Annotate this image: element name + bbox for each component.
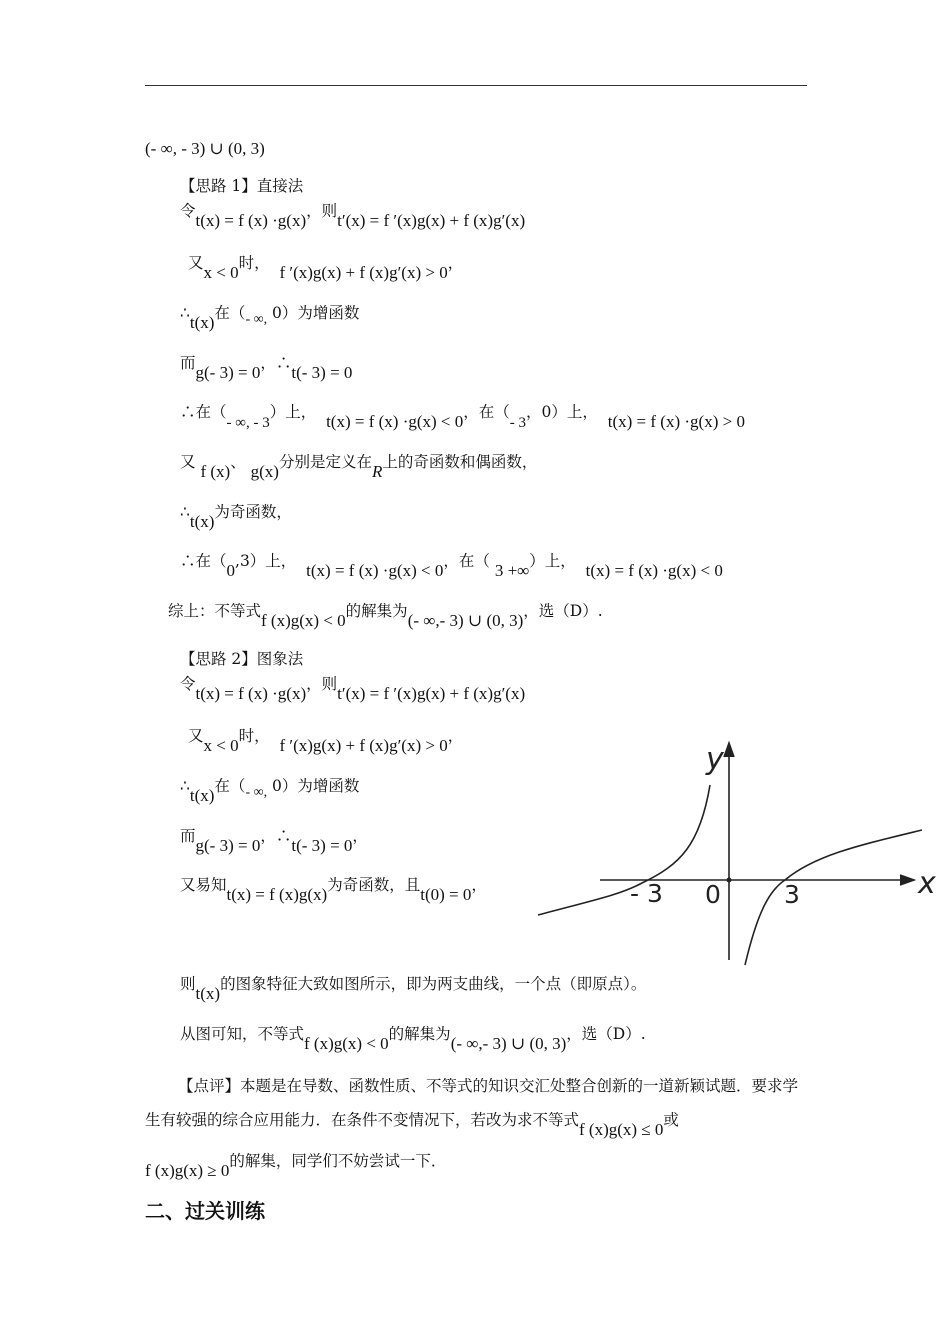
formula: - 3: [509, 415, 527, 431]
formula: t(x) = f (x) ·g(x) > 0: [607, 412, 745, 431]
solution-set: (- ∞, - 3) ∪ (0, 3): [145, 139, 265, 158]
formula: - ∞,: [245, 312, 268, 327]
idea1-line8: [180, 550, 723, 580]
text: 则: [180, 975, 196, 993]
text: ，则: [306, 202, 338, 220]
text: 分别是定义在: [278, 453, 372, 471]
right-branch-curve: [745, 830, 922, 965]
formula: x < 0: [203, 736, 239, 755]
text: 上的奇函数和偶函数，: [382, 453, 538, 471]
idea2-line3: [180, 775, 360, 805]
text: ，: [352, 827, 368, 845]
text: ，∴: [260, 827, 292, 845]
text: 的解集，同学们不妨尝试一下．: [229, 1152, 447, 1170]
text: 令: [180, 675, 196, 693]
text: ）上，: [269, 403, 317, 421]
idea1-line2: [188, 252, 464, 282]
text: ,3）上，: [235, 552, 297, 570]
header-rule: [145, 85, 807, 86]
idea1-line3: [180, 302, 360, 332]
text: 在（: [214, 304, 246, 322]
text: 令: [180, 202, 196, 220]
text: 从图可知，不等式: [180, 1025, 305, 1043]
formula: f (x)g(x) < 0: [261, 611, 346, 630]
idea2-heading: 【思路 2】图象法: [180, 650, 304, 668]
text: ，在（: [463, 403, 510, 421]
comment-text: 【点评】本题是在导数、函数性质、不等式的知识交汇处整合创新的一道新颖试题．要求学生有较强的综合应用能力．在条件不变情况下，若改为求不等式: [145, 1077, 799, 1129]
formula: t(x) = f (x)g(x): [226, 885, 328, 904]
formula: t(x): [189, 786, 215, 805]
formula: t(x) = f (x) ·g(x) < 0: [326, 412, 464, 431]
x-axis-label: x: [918, 866, 936, 901]
text: 的解集为: [345, 602, 408, 620]
text: 为奇函数，: [214, 503, 292, 521]
top-answer: [145, 138, 265, 160]
formula: t(x) = f (x) ·g(x): [195, 684, 307, 703]
comment-paragraph: [145, 1069, 807, 1137]
comment-line2: [145, 1150, 447, 1180]
text: 、: [230, 453, 246, 471]
text: 的图象特征大致如图所示，即为两支曲线，一个点（即原点）。: [220, 975, 647, 993]
text: ∴在（: [180, 403, 227, 421]
text: 而: [180, 827, 196, 845]
formula: f ′(x)g(x) + f (x)g′(x) > 0: [279, 736, 448, 755]
tick-label-neg3: - 3: [630, 879, 663, 908]
text: 又: [180, 453, 196, 471]
text: ，: [447, 254, 464, 272]
formula: t(x): [189, 512, 215, 531]
text: ）为增函数: [281, 304, 360, 322]
formula: - ∞, - 3: [226, 415, 270, 431]
formula: - ∞,: [245, 785, 268, 800]
formula: f (x)g(x) ≥ 0: [145, 1161, 230, 1180]
text: 为奇函数，且: [327, 876, 421, 894]
tick-label-3: 3: [784, 880, 800, 909]
idea1-line5: [180, 401, 745, 431]
formula: g(x): [250, 462, 279, 481]
text: ）上，: [529, 552, 576, 570]
text: ，∴: [260, 354, 292, 372]
formula: f (x): [200, 462, 231, 481]
formula: t(0) = 0: [420, 885, 472, 904]
text: 0: [272, 777, 282, 795]
text: 又: [188, 727, 204, 745]
formula: f (x)g(x) ≤ 0: [579, 1120, 664, 1139]
text: 综上：不等式: [168, 602, 262, 620]
idea2-line6: [180, 973, 647, 1003]
idea1-line4: [180, 352, 353, 382]
text: 的解集为: [388, 1025, 451, 1043]
idea1-heading: 【思路 1】直接法: [180, 177, 304, 195]
text: ∴在（: [180, 552, 227, 570]
y-axis-label: y: [706, 742, 724, 777]
formula: t(x) = f (x) ·g(x): [195, 211, 307, 230]
idea2-line1: [180, 673, 526, 703]
text: ，选（D）.: [566, 1025, 646, 1043]
text: 又易知: [180, 876, 227, 894]
formula: f (x)g(x) < 0: [304, 1034, 389, 1053]
formula: t(x) = f (x) ·g(x) < 0: [585, 561, 723, 580]
left-branch-curve: [538, 785, 710, 915]
text: ∴: [180, 777, 190, 795]
text: ，: [471, 876, 487, 894]
formula: t(x): [189, 313, 215, 332]
formula: t(x): [195, 984, 221, 1003]
formula: R: [371, 462, 383, 481]
formula: (- ∞,- 3) ∪ (0, 3): [450, 1034, 567, 1053]
x-axis-arrow: [900, 875, 914, 885]
formula: t′(x) = f ′(x)g(x) + f (x)g′(x): [337, 684, 526, 703]
origin-point: [727, 878, 732, 883]
idea1-line7: [180, 501, 292, 531]
text: 0: [272, 304, 282, 322]
text: ∴: [180, 304, 190, 322]
section-title: 二、过关训练: [145, 1199, 265, 1223]
text: 而: [180, 354, 196, 372]
formula: f ′(x)g(x) + f (x)g′(x) > 0: [279, 263, 448, 282]
idea1-line9: [168, 600, 603, 630]
text: ∴: [180, 503, 190, 521]
tick-label-0: 0: [705, 880, 721, 909]
text: ，选（D）.: [523, 602, 603, 620]
formula: t(- 3) = 0: [291, 363, 353, 382]
text: ）为增函数: [281, 777, 360, 795]
text: 时，: [238, 727, 270, 745]
text: ，0）上，: [526, 403, 598, 421]
idea1-line6: [180, 451, 538, 481]
idea2-line2: [188, 725, 464, 755]
formula: t(- 3) = 0: [291, 836, 353, 855]
formula: t′(x) = f ′(x)g(x) + f (x)g′(x): [337, 211, 526, 230]
text: ，: [447, 727, 464, 745]
idea2-line5: [180, 874, 487, 904]
text: 时，: [238, 254, 270, 272]
idea2-line7: [180, 1023, 646, 1053]
formula: x < 0: [203, 263, 239, 282]
idea2-line4: [180, 825, 368, 855]
formula: 3 +∞: [494, 561, 530, 580]
text: ，在（: [443, 552, 490, 570]
formula: g(- 3) = 0: [195, 836, 261, 855]
text: ，则: [306, 675, 338, 693]
formula: g(- 3) = 0: [195, 363, 261, 382]
function-graph: [530, 735, 945, 975]
y-axis-arrow: [724, 743, 734, 757]
text: 在（: [214, 777, 246, 795]
formula: t(x) = f (x) ·g(x) < 0: [306, 561, 444, 580]
idea1-line1: [180, 200, 526, 230]
formula: (- ∞,- 3) ∪ (0, 3): [407, 611, 524, 630]
text: 或: [663, 1111, 679, 1129]
formula: 0: [226, 561, 236, 580]
text: 又: [188, 254, 204, 272]
